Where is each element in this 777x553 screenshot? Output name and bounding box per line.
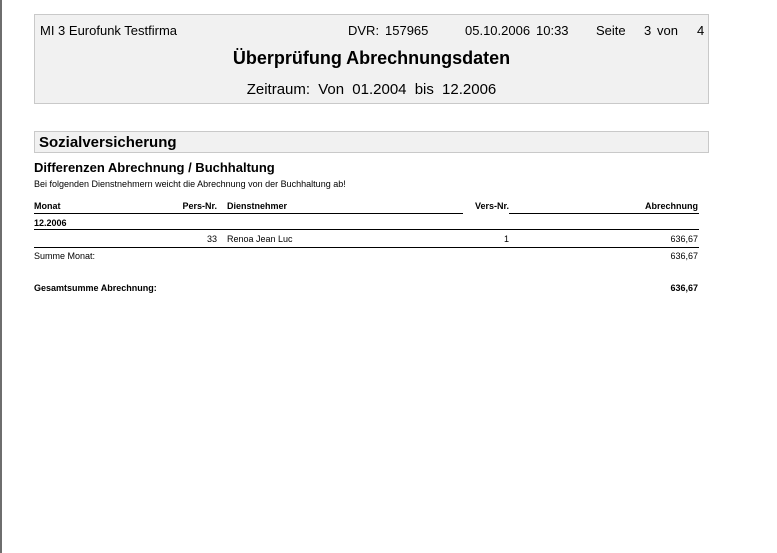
subtotal-label: Summe Monat:	[34, 251, 96, 261]
dvr-number: 157965	[385, 23, 429, 38]
section-title: Sozialversicherung	[39, 134, 177, 151]
report-date: 05.10.2006	[465, 23, 531, 38]
header-rule-left	[34, 213, 463, 214]
grand-total-value: 636,67	[670, 283, 698, 293]
row-employee: Renoa Jean Luc	[227, 234, 293, 244]
subsection-title: Differenzen Abrechnung / Buchhaltung	[34, 160, 275, 175]
column-header-vers-nr: Vers-Nr.	[474, 201, 509, 211]
column-header-amount: Abrechnung	[645, 201, 698, 211]
page-of-label: von	[657, 23, 678, 38]
report-time: 10:33	[536, 23, 569, 38]
period-from-label: Von	[318, 81, 345, 98]
header-rule-right	[509, 213, 699, 214]
page-number: 3	[644, 23, 652, 38]
subsection-description: Bei folgenden Dienstnehmern weicht die Abrechnung von der Buchhaltung ab!	[34, 179, 346, 189]
report-period	[35, 81, 708, 98]
column-header-pers-nr: Pers-Nr.	[182, 201, 217, 211]
column-header-employee: Dienstnehmer	[227, 201, 288, 211]
page-total: 4	[697, 23, 705, 38]
group-rule	[34, 229, 699, 230]
company-name: MI 3 Eurofunk Testfirma	[40, 23, 178, 38]
subtotal-value: 636,67	[670, 251, 698, 261]
period-label: Zeitraum:	[246, 81, 311, 98]
grand-total-label: Gesamtsumme Abrechnung:	[34, 283, 157, 293]
row-amount: 636,67	[670, 234, 698, 244]
period-to-label: bis	[414, 81, 434, 98]
subtotal-rule	[34, 247, 699, 248]
page-label: Seite	[596, 23, 626, 38]
page-left-edge	[0, 0, 2, 553]
dvr-label: DVR:	[348, 23, 380, 38]
report-header	[34, 14, 709, 104]
report-title: Überprüfung Abrechnungsdaten	[232, 48, 511, 68]
group-month: 12.2006	[34, 218, 67, 228]
column-header-month: Monat	[34, 201, 61, 211]
period-to: 12.2006	[442, 81, 497, 98]
period-from: 01.2004	[352, 81, 407, 98]
row-vers-nr: 1	[503, 234, 509, 244]
row-pers-nr: 33	[206, 234, 217, 244]
section-header	[34, 131, 709, 153]
